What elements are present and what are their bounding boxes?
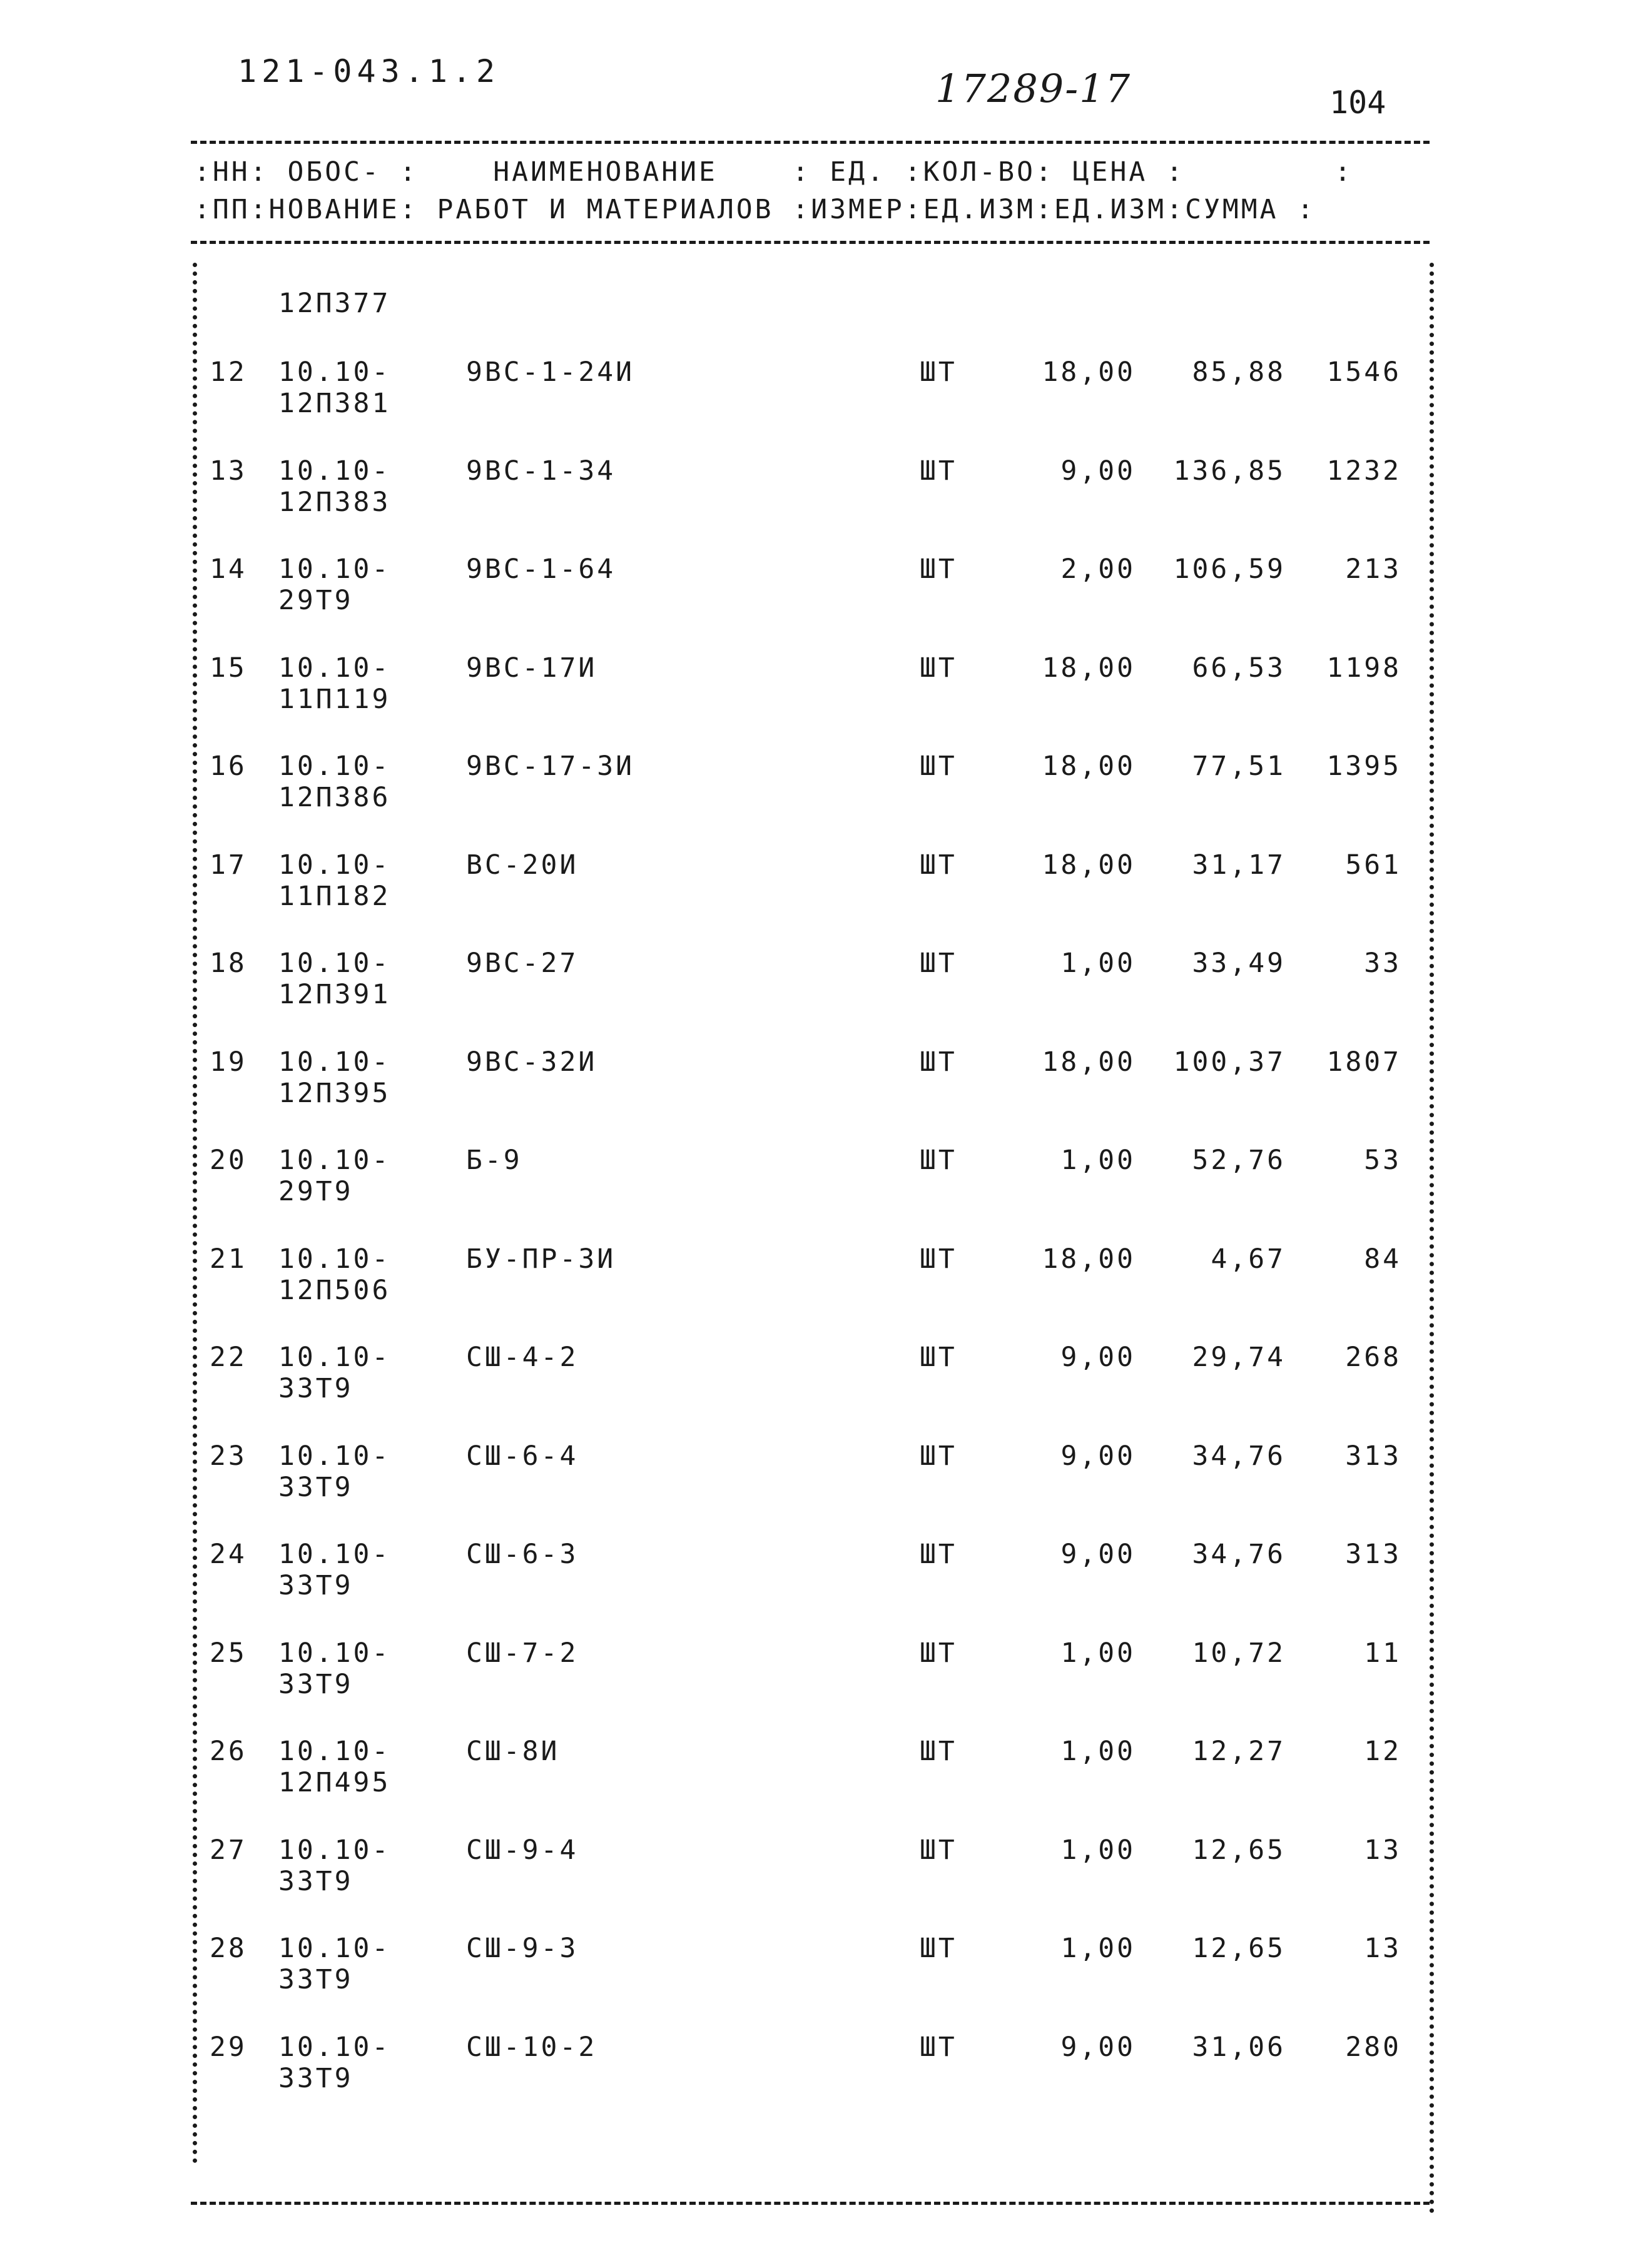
sum: 13 — [1364, 1933, 1401, 1964]
sum: 1232 — [1326, 455, 1401, 487]
unit: ШТ — [920, 849, 957, 881]
unit: ШТ — [920, 1342, 957, 1373]
table-row — [0, 1243, 1626, 1344]
sum: 13 — [1364, 1834, 1401, 1866]
row-number: 17 — [210, 849, 247, 881]
reference-line-2: 12П381 — [278, 388, 391, 419]
row-number: 20 — [210, 1145, 247, 1176]
sum: 561 — [1345, 849, 1401, 881]
unit: ШТ — [920, 455, 957, 487]
unit-price: 52,76 — [1192, 1145, 1286, 1176]
reference-line-1: 10.10- — [278, 455, 391, 487]
quantity: 18,00 — [1042, 849, 1136, 881]
item-name: 9ВС-1-34 — [466, 455, 616, 487]
table-row — [0, 455, 1626, 555]
quantity: 18,00 — [1042, 751, 1136, 782]
unit: ШТ — [920, 1736, 957, 1767]
item-name: СШ-4-2 — [466, 1342, 579, 1373]
page-number: 104 — [1329, 84, 1386, 121]
row-number: 19 — [210, 1046, 247, 1078]
unit-price: 4,67 — [1211, 1243, 1286, 1275]
reference-line-2: 12П391 — [278, 979, 391, 1010]
reference-line-1: 10.10- — [278, 1539, 391, 1570]
table-row — [0, 1539, 1626, 1639]
item-name: Б-9 — [466, 1145, 522, 1176]
reference-line-2: 12П495 — [278, 1767, 391, 1798]
quantity: 1,00 — [1060, 1834, 1136, 1866]
reference-line-2: 29Т9 — [278, 1176, 353, 1207]
unit: ШТ — [920, 1539, 957, 1570]
header-line-1: :НН: ОБОС- : НАИМЕНОВАНИЕ : ЕД. :КОЛ-ВО: ЦЕНА : : — [194, 156, 1354, 188]
unit-price: 29,74 — [1192, 1342, 1286, 1373]
unit-price: 136,85 — [1173, 455, 1286, 487]
row-number: 12 — [210, 357, 247, 388]
table-row — [0, 1440, 1626, 1541]
sum: 11 — [1364, 1637, 1401, 1669]
row-number: 24 — [210, 1539, 247, 1570]
reference-line-2: 12П506 — [278, 1274, 391, 1306]
unit-price: 85,88 — [1192, 357, 1286, 388]
table-row — [0, 1933, 1626, 2033]
sum: 313 — [1345, 1440, 1401, 1472]
unit-price: 100,37 — [1173, 1046, 1286, 1078]
table-header — [194, 156, 1439, 244]
unit: ШТ — [920, 751, 957, 782]
unit-price: 34,76 — [1192, 1440, 1286, 1472]
reference-line-2: 33Т9 — [278, 1865, 353, 1897]
sum: 53 — [1364, 1145, 1401, 1176]
quantity: 1,00 — [1060, 1145, 1136, 1176]
reference-line-1: 10.10- — [278, 2031, 391, 2063]
row-number: 15 — [210, 652, 247, 684]
quantity: 1,00 — [1060, 1637, 1136, 1669]
unit-price: 34,76 — [1192, 1539, 1286, 1570]
reference-line-1: 10.10- — [278, 1440, 391, 1472]
table-row — [0, 1342, 1626, 1442]
reference-line-1: 10.10- — [278, 849, 391, 881]
unit-price: 12,27 — [1192, 1736, 1286, 1767]
sum: 313 — [1345, 1539, 1401, 1570]
unit-price: 12,65 — [1192, 1933, 1286, 1964]
unit-price: 12,65 — [1192, 1834, 1286, 1866]
unit: ШТ — [920, 652, 957, 684]
item-name: СШ-9-3 — [466, 1933, 579, 1964]
table-row — [0, 1638, 1626, 1738]
unit-price: 31,17 — [1192, 849, 1286, 881]
sum: 84 — [1364, 1243, 1401, 1275]
unit: ШТ — [920, 1637, 957, 1669]
item-name: 9ВС-1-64 — [466, 554, 616, 585]
reference-line-1: 10.10- — [278, 1834, 391, 1866]
bottom-border — [191, 2202, 1430, 2205]
quantity: 18,00 — [1042, 1243, 1136, 1275]
row-number: 25 — [210, 1637, 247, 1669]
reference-line-1: 10.10- — [278, 751, 391, 782]
quantity: 9,00 — [1060, 2031, 1136, 2063]
row-number: 22 — [210, 1342, 247, 1373]
unit-price: 77,51 — [1192, 751, 1286, 782]
reference-line-2: 11П119 — [278, 683, 391, 715]
quantity: 18,00 — [1042, 1046, 1136, 1078]
item-name: СШ-6-3 — [466, 1539, 579, 1570]
header-bottom-border — [191, 241, 1430, 244]
quantity: 9,00 — [1060, 1440, 1136, 1472]
unit-price: 33,49 — [1192, 948, 1286, 979]
row-number: 29 — [210, 2031, 247, 2063]
reference-line-2: 33Т9 — [278, 1471, 353, 1503]
reference-line-2: 29Т9 — [278, 585, 353, 616]
table-row — [0, 751, 1626, 851]
item-name: 9ВС-17И — [466, 652, 597, 684]
quantity: 1,00 — [1060, 1933, 1136, 1964]
reference-line-1: 10.10- — [278, 554, 391, 585]
table-row — [0, 357, 1626, 457]
row-number: 18 — [210, 948, 247, 979]
leading-reference: 12П377 — [278, 288, 391, 319]
row-number: 13 — [210, 455, 247, 487]
quantity: 18,00 — [1042, 357, 1136, 388]
sum: 12 — [1364, 1736, 1401, 1767]
reference-line-1: 10.10- — [278, 1637, 391, 1669]
unit: ШТ — [920, 1046, 957, 1078]
reference-line-2: 12П386 — [278, 782, 391, 813]
table-row — [0, 1145, 1626, 1245]
quantity: 1,00 — [1060, 1736, 1136, 1767]
document-code: 121-043.1.2 — [238, 53, 501, 89]
row-number: 26 — [210, 1736, 247, 1767]
item-name: 9ВС-1-24И — [466, 357, 634, 388]
unit: ШТ — [920, 1933, 957, 1964]
unit: ШТ — [920, 2031, 957, 2063]
table-row — [0, 849, 1626, 949]
reference-line-1: 10.10- — [278, 1933, 391, 1964]
table-row — [0, 554, 1626, 654]
table-row — [0, 1835, 1626, 1935]
reference-line-2: 33Т9 — [278, 1570, 353, 1601]
reference-line-1: 10.10- — [278, 1736, 391, 1767]
sum: 268 — [1345, 1342, 1401, 1373]
unit-price: 66,53 — [1192, 652, 1286, 684]
unit: ШТ — [920, 948, 957, 979]
item-name: СШ-9-4 — [466, 1834, 579, 1866]
unit: ШТ — [920, 1834, 957, 1866]
reference-line-1: 10.10- — [278, 1243, 391, 1275]
unit: ШТ — [920, 1440, 957, 1472]
unit: ШТ — [920, 1243, 957, 1275]
quantity: 9,00 — [1060, 1342, 1136, 1373]
table-row — [0, 1046, 1626, 1147]
item-name: 9ВС-17-3И — [466, 751, 634, 782]
reference-line-1: 10.10- — [278, 1046, 391, 1078]
reference-line-2: 33Т9 — [278, 1668, 353, 1700]
item-name: СШ-10-2 — [466, 2031, 597, 2063]
handwritten-number: 17289-17 — [935, 66, 1132, 111]
sum: 1546 — [1326, 357, 1401, 388]
sum: 280 — [1345, 2031, 1401, 2063]
unit: ШТ — [920, 554, 957, 585]
table-row — [0, 2032, 1626, 2132]
table-row — [0, 652, 1626, 752]
reference-line-2: 33Т9 — [278, 2062, 353, 2094]
sum: 1807 — [1326, 1046, 1401, 1078]
reference-line-2: 12П395 — [278, 1077, 391, 1109]
reference-line-2: 12П383 — [278, 486, 391, 518]
row-number: 16 — [210, 751, 247, 782]
quantity: 9,00 — [1060, 1539, 1136, 1570]
reference-line-2: 33Т9 — [278, 1373, 353, 1404]
item-name: БУ-ПР-3И — [466, 1243, 616, 1275]
table-row — [0, 948, 1626, 1048]
unit: ШТ — [920, 357, 957, 388]
row-number: 14 — [210, 554, 247, 585]
reference-line-1: 10.10- — [278, 1342, 391, 1373]
item-name: 9ВС-27 — [466, 948, 579, 979]
sum: 33 — [1364, 948, 1401, 979]
quantity: 18,00 — [1042, 652, 1136, 684]
item-name: СШ-8И — [466, 1736, 560, 1767]
row-number: 28 — [210, 1933, 247, 1964]
sum: 1198 — [1326, 652, 1401, 684]
unit-price: 106,59 — [1173, 554, 1286, 585]
reference-line-1: 10.10- — [278, 357, 391, 388]
quantity: 2,00 — [1060, 554, 1136, 585]
reference-line-1: 10.10- — [278, 1145, 391, 1176]
quantity: 1,00 — [1060, 948, 1136, 979]
top-border — [191, 141, 1430, 144]
item-name: СШ-7-2 — [466, 1637, 579, 1669]
quantity: 9,00 — [1060, 455, 1136, 487]
sum: 1395 — [1326, 751, 1401, 782]
row-number: 27 — [210, 1834, 247, 1866]
row-number: 21 — [210, 1243, 247, 1275]
item-name: СШ-6-4 — [466, 1440, 579, 1472]
row-number: 23 — [210, 1440, 247, 1472]
sum: 213 — [1345, 554, 1401, 585]
table-row — [0, 1736, 1626, 1836]
item-name: 9ВС-32И — [466, 1046, 597, 1078]
unit-price: 10,72 — [1192, 1637, 1286, 1669]
reference-line-2: 11П182 — [278, 880, 391, 912]
header-line-2: :ПП:НОВАНИЕ: РАБОТ И МАТЕРИАЛОВ :ИЗМЕР:ЕД.ИЗМ:ЕД.ИЗМ:СУММА : — [194, 194, 1316, 225]
reference-line-2: 33Т9 — [278, 1964, 353, 1995]
reference-line-1: 10.10- — [278, 652, 391, 684]
item-name: ВС-20И — [466, 849, 579, 881]
unit: ШТ — [920, 1145, 957, 1176]
reference-line-1: 10.10- — [278, 948, 391, 979]
unit-price: 31,06 — [1192, 2031, 1286, 2063]
